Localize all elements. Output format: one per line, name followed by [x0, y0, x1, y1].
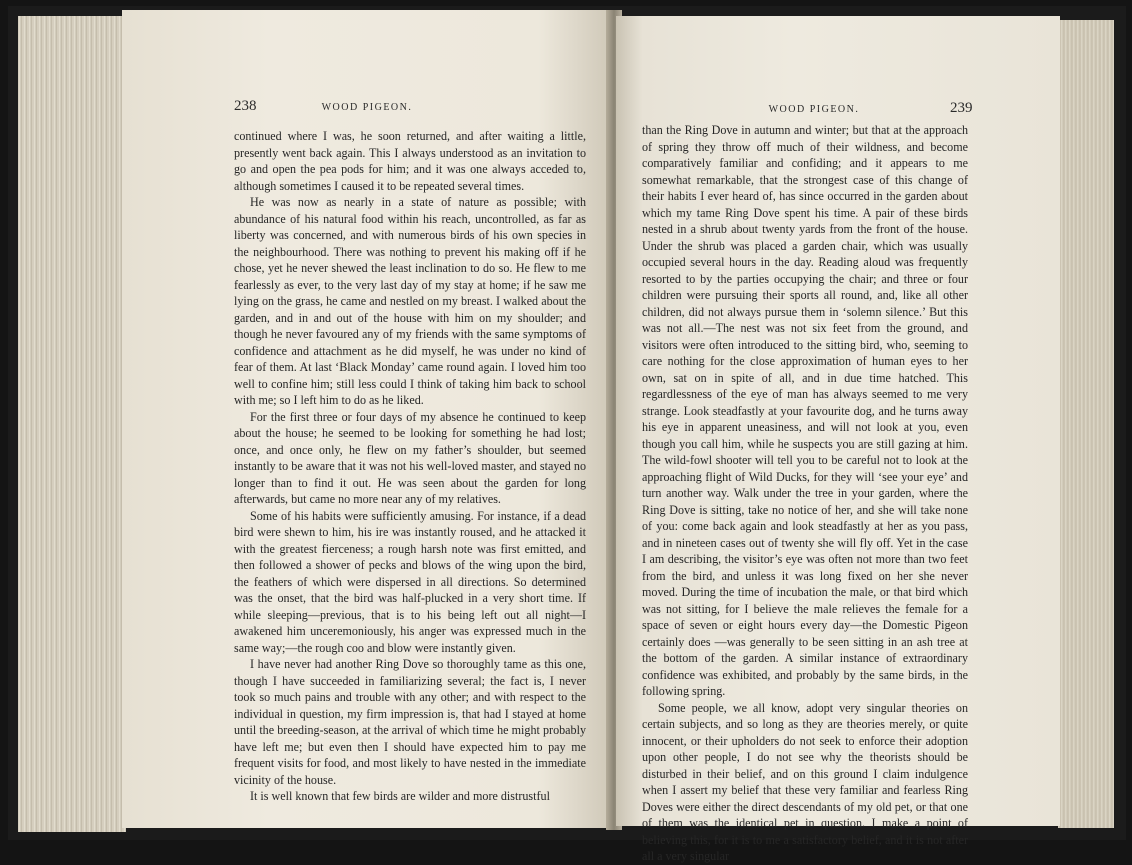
right-page-number: 239	[950, 100, 973, 116]
left-running-head: WOOD PIGEON.	[321, 102, 413, 113]
page-edges-left	[18, 16, 126, 832]
left-page-number: 238	[234, 98, 257, 114]
paragraph: than the Ring Dove in autumn and winter; but that at the approach of spring they throw off much of their wildness, and become comparatively familiar and confiding; and it appears to me somewhat remarkable, that the strongest case of this change of their habits I ever heard of, has since occurred in the garden about which my tame Ring Dove spent his time. A pair of these birds nested in a shrub about twenty yards from the front of the house. Under the shrub was placed a garden chair, which was usually occupied several hours in the day. Reading aloud was frequently resorted to by the parties occupying the chair; and three or four children were pursuing their sports all round, and, like all other children, did not always pursue them in ‘solemn silence.’ But this was not all.—The nest was not six feet from the ground, and visitors were often introduced to the sitting bird, who, seeming to care nothing for the close approximation of human eyes to her own, sat on in spite of all, and in due time hatched. This regardlessness of the eye of man has always seemed to me very strange. Look steadfastly at your favourite dog, and he turns away his eye in apparent uneasiness, and will not look at you, even though you call him, while he suspects you are still gazing at him. The wild-fowl shooter will tell you to be careful not to look at the approaching flight of Wild Ducks, for they will ‘see your eye’ and turn another way. Walk under the tree in your garden, where the Ring Dove is sitting, take no notice of her, and she will take none of you: come back again and look steadfastly at her as you pass, and in nineteen cases out of twenty she will fly off. Yet in the case I am describing, the visitor’s eye was often not more than two feet from the bird, and unless it was long fixed on her she never moved. During the time of incubation the male, or that bird which was not sitting, for I believe the male relieves the female for a space of seven or eight hours every day—the Domestic Pigeon certainly does —was generally to be seen sitting in an ash tree at the bottom of the garden. A similar instance of extraordinary confidence was exhibited, and probably by the same birds, in the following spring.	[642, 123, 968, 698]
paragraph: For the first three or four days of my absence he continued to keep about the house; he seemed to be looking for something he had lost; once, and once only, he flew on my father’s shoulder, but seemed instantly to be aware that it was not his well-loved master, and stayed no longer than to find it out. He was seen about the garden for long afterwards, but came no more near any of my relatives.	[234, 409, 586, 506]
paragraph: I have never had another Ring Dove so thoroughly tame as this one, though I have succeeded in familiarizing several; the fact is, I never took so much pains and trouble with any other; and with respect to the individual in question, my firm impression is, that had I stayed at home until the breeding-season, at the arrival of which time he might probably have left me; but even then I should have expected him to pay me frequent visits for food, and most likely to have nested in the immediate vicinity of the house.	[234, 657, 586, 787]
right-page-header	[616, 100, 1060, 120]
right-running-head: WOOD PIGEON.	[768, 104, 860, 115]
left-page	[122, 10, 612, 828]
paragraph: Some people, we all know, adopt very singular theories on certain subjects, and so long as they are theories merely, or quite innocent, or their upholders do not seek to enforce their adoption upon other people, I do not see why the theorists should be disturbed in their belief, and on this ground I claim indulgence when I assert my belief that these very familiar and fearless Ring Doves were either the direct descendants of my old pet, or that one of them was the identical pet in question. I make a point of believing this, for it is to me a satisfactory belief, and it is not after all a very singular	[642, 700, 968, 863]
right-page	[616, 16, 1060, 863]
paragraph: Some of his habits were sufficiently amusing. For instance, if a dead bird were shewn to him, his ire was instantly roused, and he attacked it with the greatest fierceness; a rough harsh note was first emitted, and then followed a shower of pecks and blows of the wing upon the bird, the feathers of which were dispersed in all directions. So determined was the onset, that the bird was half-plucked in a very short time. If while sleeping—previous, that is to his being left out all night—I awakened him unceremoniously, his anger was expressed much in the same way;—the rough coo and blow were instantly given.	[234, 508, 586, 655]
paragraph: He was now as nearly in a state of nature as possible; with abundance of his natural food within his reach, uncontrolled, as far as liberty was concerned, and with numerous birds of his own species in the neighbourhood. There was nothing to prevent his making off if he chose, yet he never shewed the least inclination to do so. He flew to me fearlessly as ever, to the very last day of my stay at home; if he saw me lying on the grass, he came and nestled on my breast. I walked about the garden, and in and out of the house with him on my shoulder; and though he never favoured any of my friends with the same symptoms of confidence and attachment as he did myself, he was under no kind of fear of them. At last ‘Black Monday’ came round again. I loved him too well to confine him; still less could I think of taking him back to school with me; so I left him to do as he liked.	[234, 195, 586, 407]
left-page-text	[234, 128, 586, 805]
left-page-header	[122, 98, 612, 118]
paragraph: It is well known that few birds are wilder and more distrustful	[250, 789, 550, 803]
paragraph: continued where I was, he soon returned, and after waiting a little, presently went back again. This I always understood as an invitation to go and open the pea pods for him; and it was one always acceded to, although sometimes I caused it to be repeated several times.	[234, 129, 586, 193]
page-edges-right	[1058, 20, 1114, 828]
right-page-text	[642, 122, 968, 865]
